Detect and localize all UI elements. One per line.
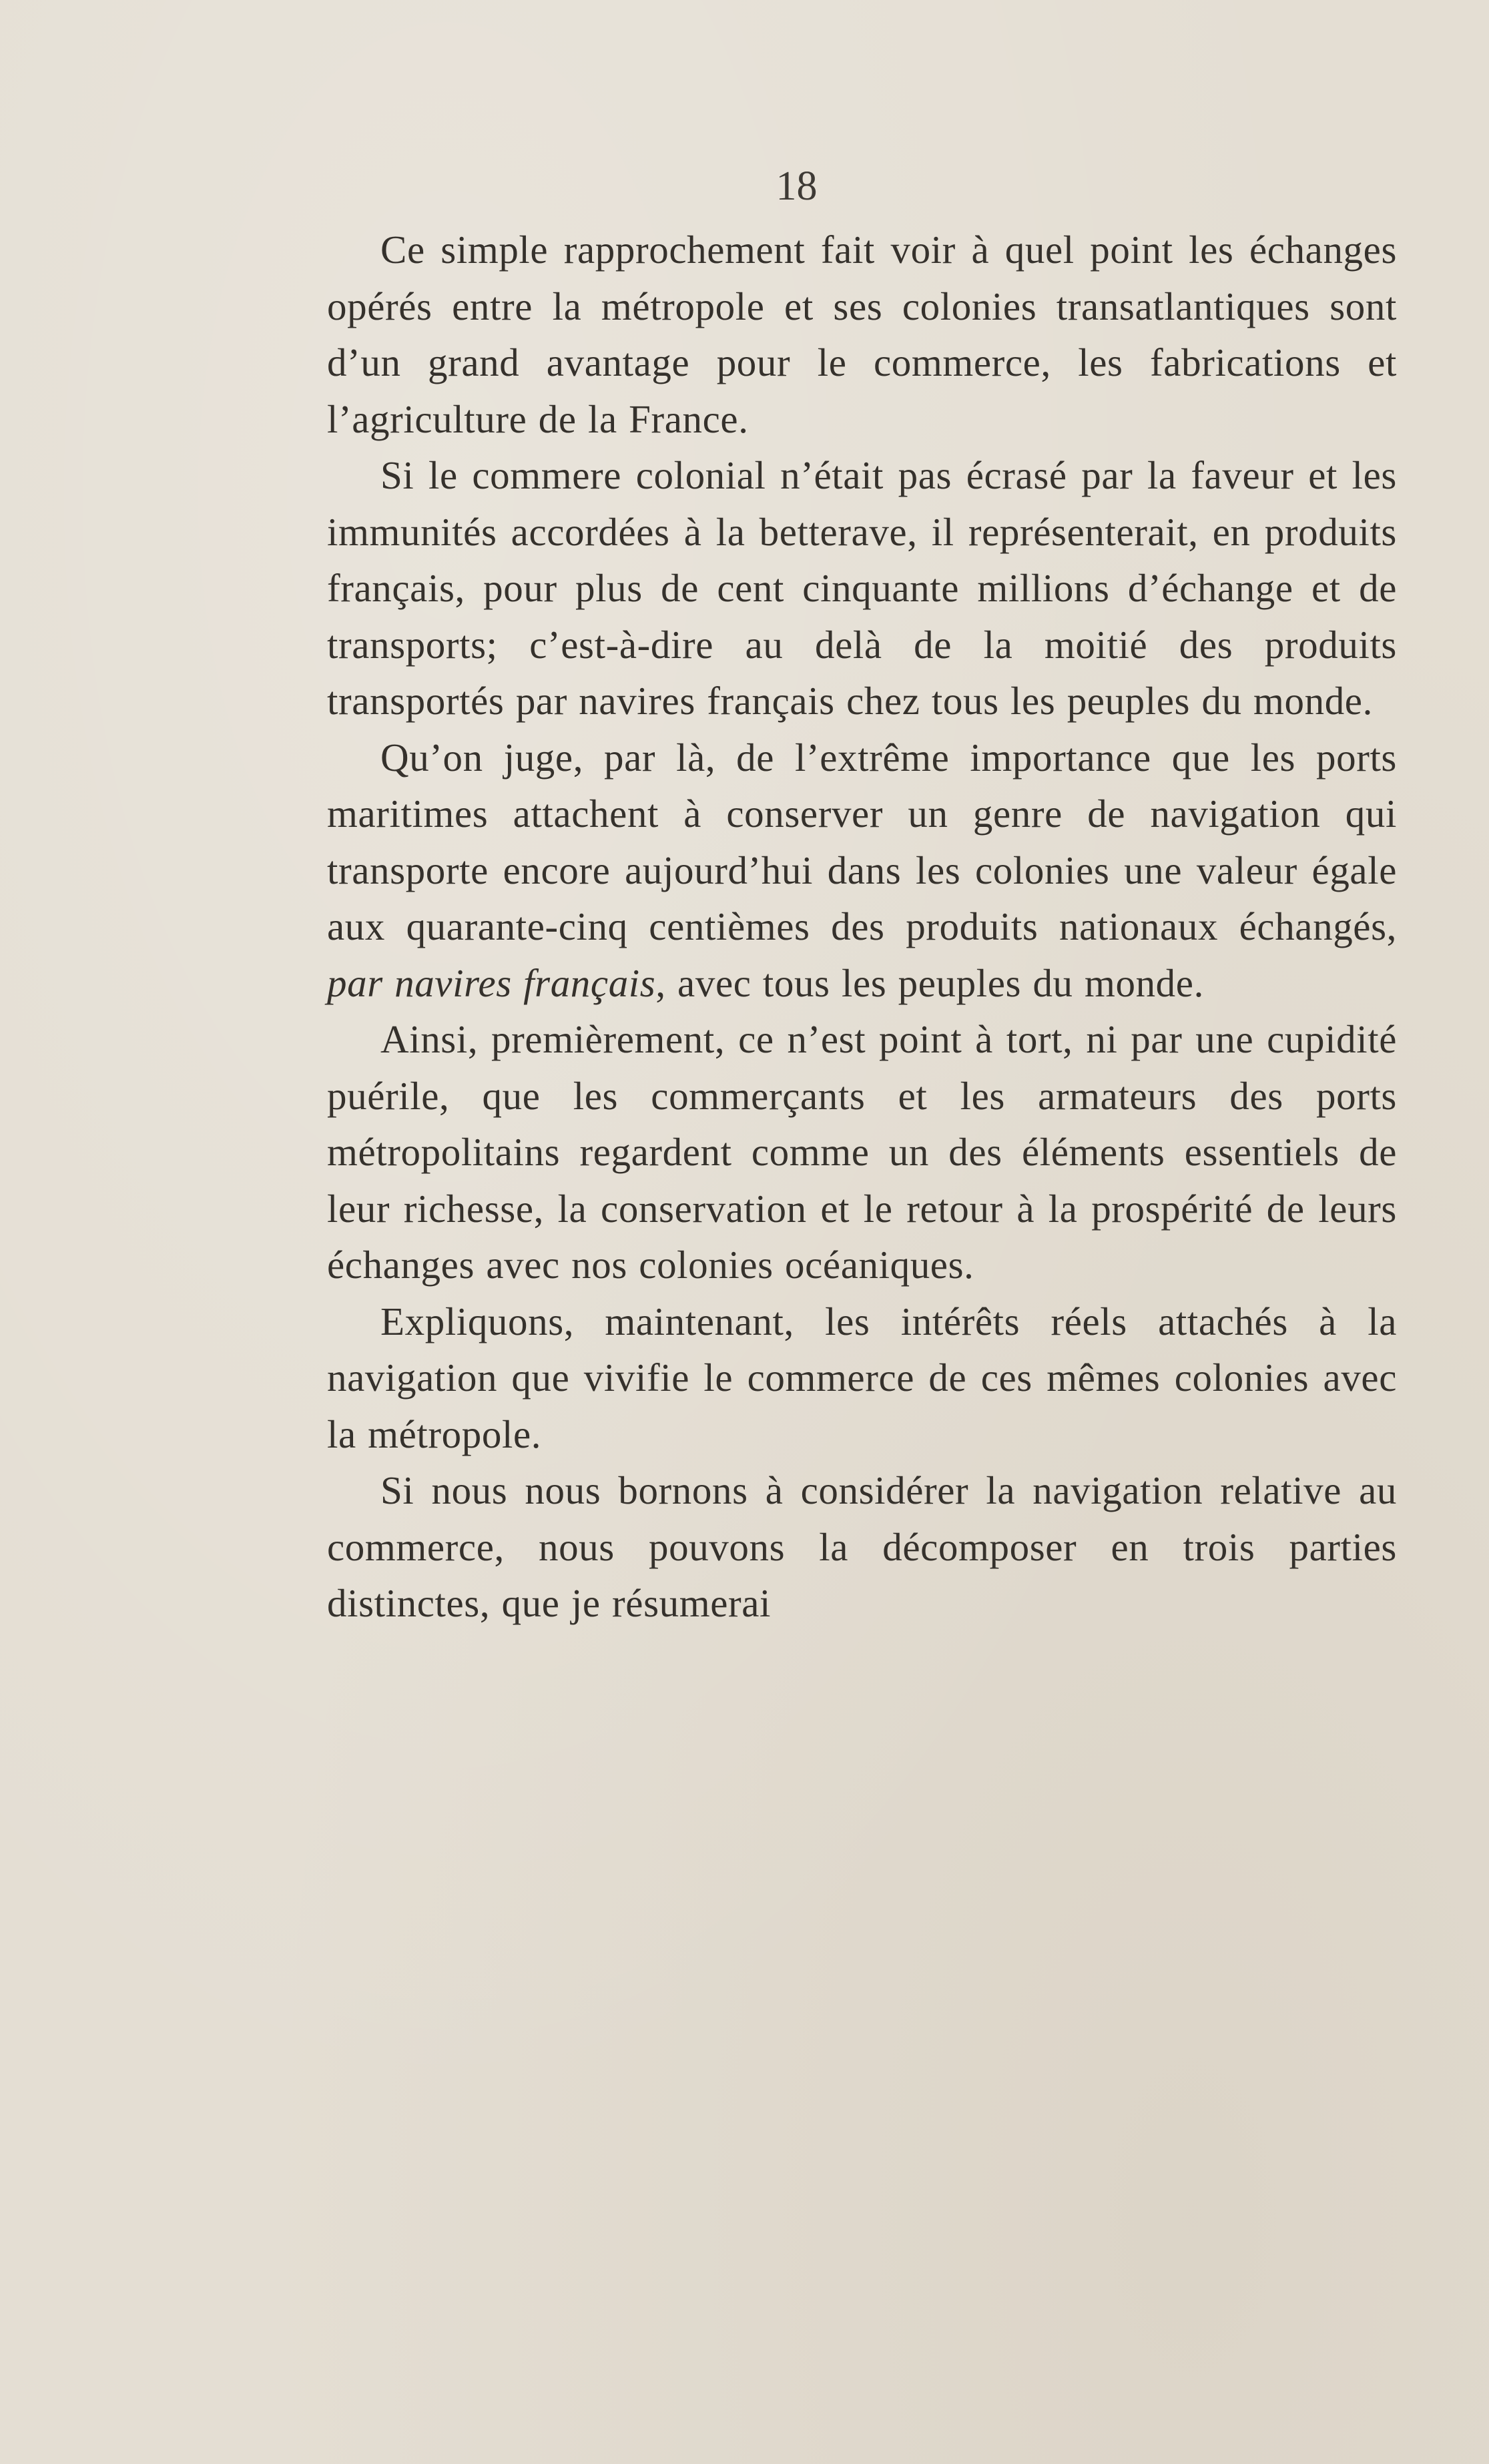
paragraph-3-text-after: , avec tous les peuples du monde. xyxy=(655,960,1204,1005)
paragraph-3 xyxy=(327,729,1397,1012)
paragraph-1: Ce simple rapprochement fait voir à quel point les échanges opérés entre la métropole et ses colonies transatlantiques sont d’un grand avantage pour le commerce, les fabrications et l’agriculture de la France. xyxy=(327,228,1397,441)
body-text xyxy=(327,222,1397,1632)
paragraph-6: Si nous nous bornons à considérer la navigation relative au commerce, nous pouvons la décomposer en trois parties distinctes, que je résumerai xyxy=(327,1468,1397,1625)
paragraph-2: Si le commere colonial n’était pas écrasé par la faveur et les immunités accordées à la betterave, il représenterait, en produits français, pour plus de cent cinquante millions d’échange et de transports; c’est-à-dire au delà de la moitié des produits transportés par navires français chez tous les peuples du monde. xyxy=(327,453,1397,723)
paragraph-5: Expliquons, maintenant, les intérêts réels attachés à la navigation que vivifie le commerce de ces mêmes colonies avec la métropole. xyxy=(327,1299,1397,1456)
paragraph-4: Ainsi, premièrement, ce n’est point à tort, ni par une cupidité puérile, que les commerçants et les armateurs des ports métropolitains regardent comme un des éléments essentiels de leur richesse, la conservation et le retour à la prospérité de leurs échanges avec nos colonies océaniques. xyxy=(327,1017,1397,1287)
page-number: 18 xyxy=(776,164,818,209)
paragraph-3-text-before: Qu’on juge, par là, de l’extrême importance que les ports maritimes attachent à conserver un genre de navigation qui transporte encore aujourd’hui dans les colonies une valeur égale aux quarante-cinq centièmes des produits nationaux échangés, xyxy=(327,735,1397,948)
paragraph-3-emphasis: par navires français xyxy=(327,960,656,1005)
